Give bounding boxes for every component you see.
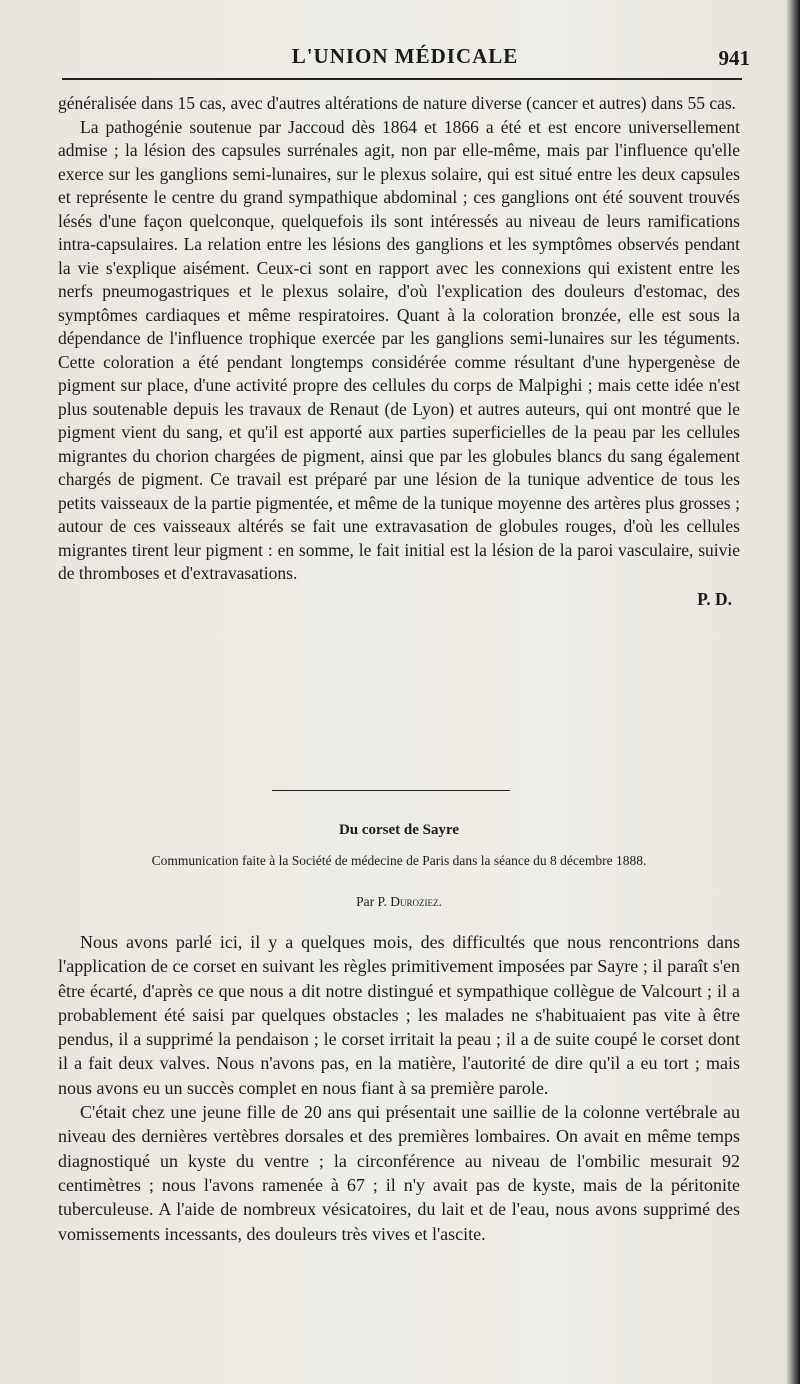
author-prefix: Par (356, 894, 375, 909)
page-header (60, 42, 750, 78)
page-number: 941 (718, 46, 750, 70)
paragraph: La pathogénie soutenue par Jaccoud dès 1864 et 1866 a été et est encore universellement admise ; la lésion des capsules surrénales agit, non par elle-même, mais par l'influence qu'elle exerce sur les ganglions semi-lunaires, sur le plexus solaire, qui est situé entre les deux capsules et représente le centre du grand sympathique abdominal ; ces ganglions ont été souvent trouvés lésés d'une façon quelconque, quelquefois ils sont intéressés au niveau de leurs ramifications intra-capsulaires. La relation entre les lésions des ganglions et les symptômes observés pendant la vie s'explique aisément. Ceux-ci sont en rapport avec les connexions qui existent entre les nerfs pneumogastriques et le plexus solaire, d'où l'explication des douleurs d'estomac, des symptômes cardiaques et même respiratoires. Quant à la coloration bronzée, elle est sous la dépendance de l'influence trophique exercée par les ganglions semi-lunaires sur les téguments. Cette coloration a été pendant longtemps considérée comme résultant d'une hypergenèse de pigment sur place, d'une activité propre des cellules du corps de Malpighi ; mais cette idée n'est plus soutenable depuis les travaux de Renaut (de Lyon) et autres auteurs, qui ont montré que le pigment vient du sang, et qu'il est apporté aux parties superficielles de la peau par les cellules migrantes du chorion chargées de pigment, ainsi que par les globules blancs du sang également chargés de pigment. Ce travail est préparé par une lésion de la tunique adventice de tous les petits vaisseaux de la partie pigmentée, et même de la tunique moyenne des artères plus grosses ; autour de ces vaisseaux altérés se fait une extravasation de globules rouges, d'où les cellules migrantes tirent leur pigment : en somme, le fait initial est la lésion de la paroi vasculaire, suivie de thromboses et d'extravasations. (58, 116, 740, 583)
section-divider (272, 790, 510, 791)
paragraph: Nous avons parlé ici, il y a quelques mois, des difficultés que nous rencontrions dans l'application de ce corset en suivant les règles primitivement imposées par Sayre ; il paraît s'en être écarté, d'après ce que nous a dit notre distingué et sympathique collègue de Valcourt ; il a probablement été saisi par quelques obstacles ; les malades ne s'habituaient pas vite à être pendus, il a supprimé la pendaison ; le corset irritait la peau ; il a de suite coupé le corset dont il a fait deux valves. Nous n'avons pas, en la matière, l'autorité de dire qu'il a eu tort ; mais nous avons eu un succès complet en nous fiant à sa première parole. (58, 932, 740, 1098)
running-title: L'UNION MÉDICALE (291, 44, 519, 68)
second-article-text (58, 930, 740, 1246)
article-subtitle: Communication faite à la Société de médecine de Paris dans la séance du 8 décembre 1888. (151, 853, 647, 868)
paragraph: généralisée dans 15 cas, avec d'autres altérations de nature diverse (cancer et autres) dans 55 cas. (58, 93, 737, 113)
author-name: P. Duroziez. (377, 894, 442, 909)
article-author (58, 894, 740, 910)
article-title: Du corset de Sayre (338, 822, 460, 838)
paragraph: C'était chez une jeune fille de 20 ans qui présentait une saillie de la colonne vertébrale au niveau des dernières vertèbres dorsales et des premières lombaires. On avait en même temps diagnostiqué un kyste du ventre ; la circonférence au niveau de l'ombilic mesurait 92 centimètres ; nous l'avons ramenée à 67 ; il n'y avait pas de kyste, mais de la péritonite tuberculeuse. A l'aide de nombreux vésicatoires, du lait et de l'eau, nous avons supprimé des vomissements incessants, des douleurs très vives et l'ascite. (58, 1102, 740, 1244)
page-edge-shadow (786, 0, 800, 1384)
header-rule (62, 78, 742, 80)
first-article-text (58, 92, 740, 611)
signature: P. D. (697, 588, 732, 609)
